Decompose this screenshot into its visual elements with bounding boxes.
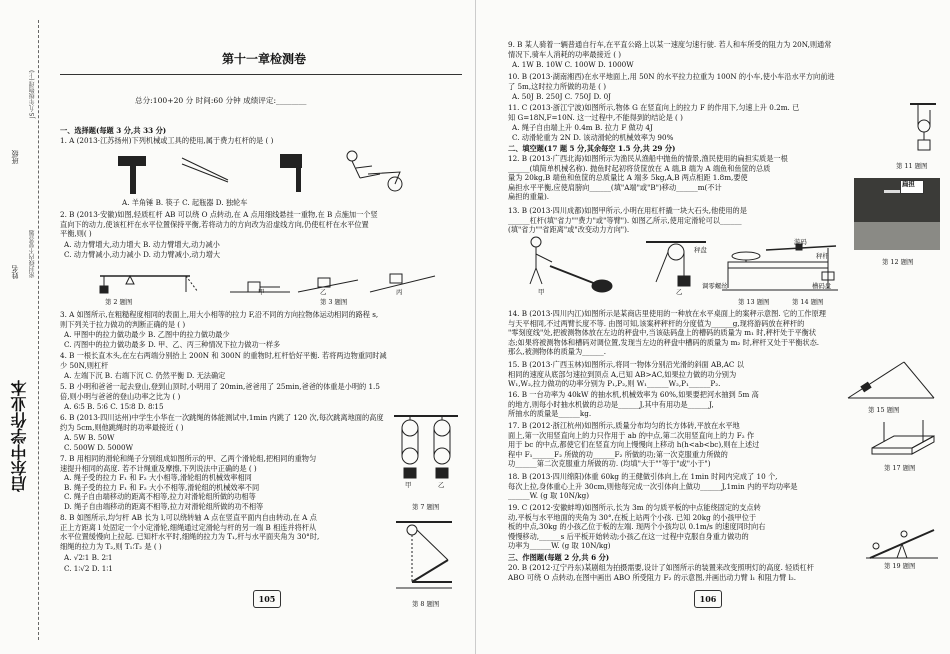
- fig7-caption: 第 7 题图: [412, 503, 440, 511]
- fig3-sub-a: 甲: [258, 288, 265, 296]
- question-line: 12. B (2013·广西北海)如图所示为渔民从渔船中抛鱼的情景,渔民使用的扁担实质是一根: [508, 154, 788, 163]
- page-number: 106: [694, 590, 722, 608]
- brick-figure: [868, 418, 940, 460]
- question-line: 动,平板与水平地面的夹角为 30°,在板上站两个小孩. 已知 20kg 的小孩甲位于: [508, 512, 757, 522]
- question-line: ______W. (g 取 10N/kg): [508, 491, 590, 500]
- question-line: (填"省力""省距离"或"改变动力方向").: [508, 225, 630, 234]
- question-line: 17. B (2012·浙江杭州)如图所示,质量分布均匀的长方体砖,平放在水平地: [508, 421, 740, 430]
- question-line: 量为 20kg,B 端鱼和鱼筐的总质量比 A 端多 5kg,A,B 两点相距 1.8m,要使: [508, 173, 748, 182]
- option-line: B. 绳子受的拉力 F₁ 和 F₂ 大小不相等,滑轮组的机械效率不同: [64, 482, 260, 492]
- question-line: 与天平相同,不过两臂长度不等. 由图可知,该案秤秤杆的分度值为______g,现将游码放在秤杆的: [508, 318, 805, 328]
- school-name: 启东中学作业本: [10, 380, 29, 492]
- fig14-part-beam: 秤杆: [816, 252, 829, 260]
- seesaw-figure: [864, 522, 940, 562]
- option-line: A. √2∶1 B. 2∶1: [64, 553, 113, 562]
- fig13-sub-a: 甲: [538, 288, 545, 296]
- fig15-caption: 第 15 题图: [868, 406, 900, 414]
- fishing-photo: [854, 178, 940, 250]
- question-line: 了 5m,这时拉力所做的功是 ( ): [508, 81, 607, 91]
- fig14-part-pan: 秤盘: [694, 246, 707, 254]
- question-line: 4. B 一根长直木头,在左右两端分别抬上 200N 和 300N 的重物时,杠杆恰好平衡. 若将两边物重同时减: [60, 351, 387, 360]
- option-line: A. 甲图中的拉力做功最少 B. 乙图中的拉力做功最少: [64, 330, 230, 339]
- question-line: 1. A (2013·江苏扬州)下列机械或工具的使用,属于费力杠杆的是 ( ): [60, 136, 274, 145]
- question-line: 细绳的拉力为 T₂,则 T₁∶T₂ 是 ( ): [60, 541, 162, 551]
- question-line: 8. B 如图所示,均匀杆 AB 长为 l,可以绕转轴 A 点在竖直平面内自由转动,在 A 点: [60, 513, 317, 522]
- question-line: 7. B 用相同的滑轮和绳子分别组成如图所示的甲、乙两个滑轮组,把相同的重物匀: [60, 454, 317, 463]
- question-line: 6. B (2013·四川达州)中学生小华在一次跳绳的体能测试中,1min 内跳了 120 次,每次跳离地面的高度: [60, 413, 384, 422]
- section-title: 一、选择题(每题 3 分,共 33 分): [60, 126, 167, 135]
- title-rule: [60, 74, 462, 75]
- question-line: ______(填简单机械名称). 抛鱼时起初将货筐放在 A 端,B 端为 A 端鱼和鱼筐的总质: [508, 163, 771, 173]
- question-line: 13. B (2013·四川成都)如图甲所示,小明在用杠杆撬一块大石头,他使用的是: [508, 206, 747, 215]
- section-title: 三、作图题(每题 2 分,共 6 分): [508, 553, 610, 562]
- fig14-part-screw: 调零螺丝: [702, 282, 728, 290]
- question-line: ABO 可绕 O 点转动,在图中画出 ABO 所受阻力 F₂ 的示意图,并画出动力臂 l₁ 和阻力臂 l₂.: [508, 572, 797, 582]
- question-line: 板的中点,30kg 的小孩乙位于板的左端. 现两个小孩均以 0.1m/s 的速度同时向右: [508, 522, 766, 531]
- fig3-sub-c: 丙: [396, 288, 403, 296]
- question-line: 15. B (2013·广西玉林)如图所示,将同一物体分别沿光滑的斜面 AB,AC 以: [508, 360, 744, 369]
- question-line: 情况下,骑车人消耗的功率最接近 ( ): [508, 49, 622, 59]
- option-line: A. 羊角锤 B. 筷子 C. 起瓶器 D. 独轮车: [122, 198, 248, 207]
- fig14-caption: 第 14 题图: [792, 298, 824, 306]
- question-line: 知 G=18N,F=10N. 这一过程中,不能得到的结论是 ( ): [508, 112, 683, 122]
- fig3-caption: 第 3 题图: [320, 298, 348, 306]
- question-line: 面上,第一次用竖直向上的力只作用于 ab 的中点,第二次用竖直向上的力 F₂ 作: [508, 430, 755, 440]
- question-line: 倍,则小明与爸爸的登山功率之比为 ( ): [60, 391, 181, 401]
- tools-figure: [110, 146, 440, 198]
- question-line: 态;如果将被测物体和槽码对调位置,发现当左边的秤盘中槽码的质量为 m₂ 时,秤杆又处于平衡状态.: [508, 337, 820, 347]
- option-line: A. 左端下沉 B. 右端下沉 C. 仍然平衡 D. 无法确定: [64, 371, 226, 380]
- question-line: 3. A 如图所示,在粗糙程度相同的表面上,用大小相等的拉力 F,沿不同的方向拉物体运动相同的路程 s,: [60, 310, 379, 319]
- question-line: 功______第二次克服重力所做的功. (均填"大于""等于"或"小于"): [508, 459, 711, 468]
- option-line: A. 50J B. 250J C. 750J D. 0J: [512, 92, 612, 101]
- seal-note: 密封线内不要答题: [29, 230, 36, 278]
- option-line: D. 绳子自由端移动的距离不相等,拉力对滑轮组所做的功不相等: [64, 501, 264, 511]
- seal-line: [38, 20, 39, 640]
- option-line: C. 丙图中的拉力做功最多 D. 甲、乙、丙三种情况下拉力做功一样多: [64, 340, 281, 349]
- question-line: 那么,被测物体的质量为______.: [508, 347, 607, 356]
- fig7-sub-b: 乙: [438, 481, 445, 489]
- question-line: 扁担的重量).: [508, 192, 550, 201]
- question-line: 5. B 小明和爸爸一起去登山,登到山顶时,小明用了 20min,爸爸用了 25min,爸爸的体重是小明的 1.5: [60, 382, 380, 391]
- question-line: 相同的速度从底部匀速拉到顶点 A,已知 AB>AC,如果拉力做的功分别为: [508, 369, 737, 379]
- question-line: 速提升相同的高度. 若不计绳重及摩擦,下列说法中正确的是 ( ): [60, 463, 257, 473]
- question-line: 正上方距离 l 处固定一个小定滑轮,细绳通过定滑轮与杆的另一端 B 相连并将杆从: [60, 522, 317, 532]
- question-line: 9. B 某人骑着一辆普通自行车,在平直公路上以某一速度匀速行驶. 若人和车所受的阻力为 20N,则通常: [508, 40, 832, 49]
- question-line: 慢慢移动,______s 后平板开始转动;小孩乙在这一过程中克服自身重力做功的: [508, 531, 749, 541]
- incline-figure: [844, 358, 940, 404]
- question-line: 程中 F₁______F₂ 所做的功______F₂ 所做的功;第一次克服重力所做的: [508, 449, 728, 459]
- question-line: 约为 5cm,则他跳绳时的功率最接近 ( ): [60, 422, 184, 432]
- option-line: A. 动力臂增大,动力增大 B. 动力臂增大,动力减小: [64, 240, 220, 249]
- name-label: 姓名: [11, 265, 19, 279]
- question-line: 11. C (2013·浙江宁波)如图所示,物体 G 在竖直向上的拉力 F 的作用下,匀速上升 0.2m. 已: [508, 103, 800, 112]
- question-line: W₁,W₂,拉力做功的功率分别为 P₁,P₂,则 W₁______W₂,P₁______P₂.: [508, 379, 721, 388]
- question-line: 少 50N,则杠杆: [60, 360, 109, 370]
- question-line: 水平位置缓慢向上拉起. 已知杆水平时,细绳的拉力为 T₁,杆与水平面夹角为 30°时,: [60, 532, 320, 541]
- right-page: [475, 0, 950, 654]
- rod-figure: [392, 518, 462, 598]
- series-label: JS·九年级物理(上): [29, 70, 36, 119]
- fig8-caption: 第 8 题图: [412, 600, 440, 608]
- fig12-tag: 扁担: [902, 180, 915, 188]
- page-title: 第十一章检测卷: [222, 52, 307, 66]
- question-line: 的地方,则每小时抽水机做的总功是______J,其中有用功是______J,: [508, 399, 714, 409]
- question-line: 14. B (2013·四川内江)如图所示是某商店里使用的一种放在水平桌面上的案秤示意图. 它的工作原理: [508, 309, 826, 318]
- pulley-figure-11: [908, 100, 938, 158]
- option-line: A. 绳子受的拉力 F₁ 和 F₂ 大小相等,滑轮组的机械效率相同: [64, 473, 252, 482]
- question-line: 10. B (2013·湖南湘西)在水平地面上,用 50N 的水平拉力拉重为 100N 的小车,使小车沿水平方向前进: [508, 72, 835, 81]
- option-line: A. 1W B. 10W C. 100W D. 1000W: [512, 60, 634, 69]
- option-line: A. 6∶5 B. 5∶6 C. 15∶8 D. 8∶15: [64, 402, 164, 411]
- fig11-caption: 第 11 题图: [896, 162, 928, 170]
- question-line: 20. B (2012·辽宁丹东)某剧组为拍摄需要,设计了如图所示的装置来改变照明灯的高度. 轻质杠杆: [508, 563, 814, 572]
- question-line: 扁担水平平衡,应使肩膀向______(填"A端"或"B")移动______m(不计: [508, 182, 722, 192]
- class-label: 班级: [11, 150, 19, 164]
- option-line: C. 动力臂减小,动力减小 D. 动力臂减小,动力增大: [64, 250, 221, 259]
- pulley-figure: [392, 412, 462, 500]
- question-line: 直向下的动力,使该杠杆在水平位置保持平衡,若将动力的方向改为沿虚线方向,仍使杠杆在水平位置: [60, 219, 369, 229]
- question-line: 19. C (2012·安徽蚌埠)如图所示,长为 3m 的匀质平板的中点能绕固定的支点转: [508, 503, 761, 512]
- option-line: C. 绳子自由端移动的距离不相等,拉力对滑轮组所做的功相等: [64, 492, 256, 501]
- section-title: 二、填空题(17 题 5 分,其余每空 1.5 分,共 29 分): [508, 144, 676, 153]
- fig19-caption: 第 19 题图: [884, 562, 916, 570]
- fig17-caption: 第 17 题图: [884, 464, 916, 472]
- question-line: 每次上拉,身体重心上升 30cm,则他每完成一次引体向上做功______J,1min 内的平均功率是: [508, 481, 798, 491]
- question-line: "零刻度线"处,把被测物体放在左边的秤盘中,当该砝码盘上的槽码的质量为 m₁ 时,秤杆处于平衡状: [508, 328, 817, 337]
- option-line: A. 绳子自由端上升 0.4m B. 拉力 F 做功 4J: [512, 123, 653, 132]
- option-line: C. 500W D. 5000W: [64, 443, 133, 452]
- question-line: 则下列关于拉力做功的判断正确的是 ( ): [60, 319, 186, 329]
- fig14-part-rider: 游码: [794, 238, 807, 246]
- exam-meta: 总分:100+20 分 时间:60 分钟 成绩评定:________: [135, 96, 307, 105]
- fig2-caption: 第 2 题图: [105, 298, 133, 306]
- fig14-part-weight-pan: 槽码盘: [812, 282, 832, 290]
- question-line: 平衡,则( ): [60, 229, 92, 238]
- fig13-sub-b: 乙: [676, 288, 683, 296]
- fig7-sub-a: 甲: [405, 481, 412, 489]
- page-number: 105: [253, 590, 281, 608]
- question-line: 16. B 一台功率为 40kW 的抽水机,机械效率为 60%,如果要把河水抽到 5m 高: [508, 390, 759, 399]
- fig13-caption: 第 13 题图: [738, 298, 770, 306]
- option-line: C. 1∶√2 D. 1∶1: [64, 564, 113, 573]
- option-line: A. 5W B. 50W: [64, 433, 115, 442]
- question-line: 所抽水的质量是______kg.: [508, 409, 592, 418]
- option-line: C. 动滑轮重为 2N D. 该动滑轮的机械效率为 90%: [512, 133, 674, 142]
- fig3-sub-b: 乙: [320, 288, 327, 296]
- question-line: 18. B (2013·四川绵阳)体重 60kg 的王健做引体向上,在 1min 时间内完成了 10 个,: [508, 472, 778, 481]
- question-line: ______杠杆(填"省力""费力"或"等臂"). 如图乙所示,使用定滑轮可以______: [508, 215, 742, 225]
- fig12-caption: 第 12 题图: [882, 258, 914, 266]
- question-line: 用于 bc 的中点,都使它们在竖直方向上慢慢向上移动 h(h<ab<bc),则在上述过: [508, 440, 760, 449]
- question-line: 功率为______W. (g 取 10N/kg): [508, 541, 611, 550]
- question-line: 2. B (2013·安徽)如图,轻质杠杆 AB 可以绕 O 点转动,在 A 点用细线悬挂一重物,在 B 点施加一个竖: [60, 210, 378, 219]
